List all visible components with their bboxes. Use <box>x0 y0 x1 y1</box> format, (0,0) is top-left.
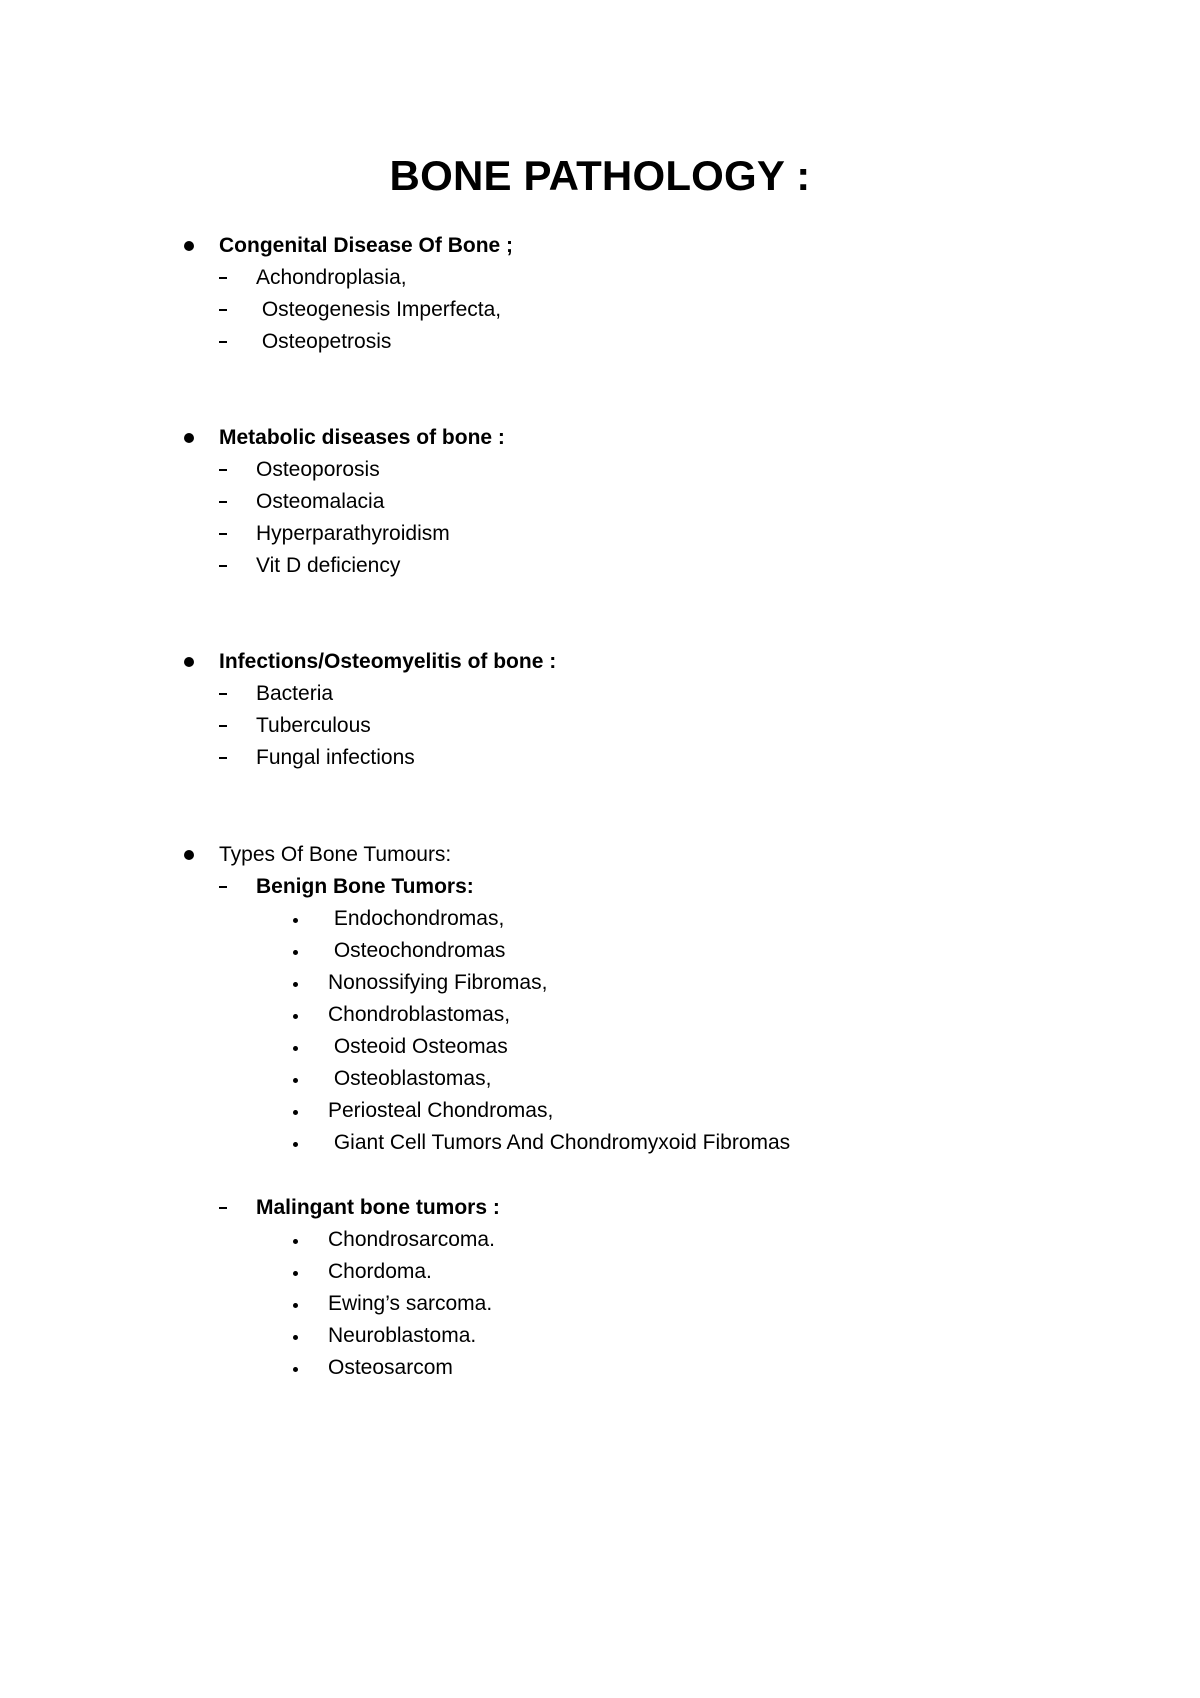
dash-icon <box>219 501 227 503</box>
dash-icon <box>219 277 227 279</box>
subgroup-heading-malignant: Malingant bone tumors : <box>256 1196 500 1219</box>
list-item: Chondroblastomas, <box>328 1003 511 1026</box>
dash-icon <box>219 725 227 727</box>
list-item: Osteoid Osteomas <box>328 1035 508 1058</box>
bullet-icon <box>184 850 194 860</box>
list-item: Nonossifying Fibromas, <box>328 971 548 994</box>
bullet-icon <box>293 1046 298 1051</box>
bullet-icon <box>293 1367 298 1372</box>
list-item: Tuberculous <box>256 714 371 737</box>
dash-icon <box>219 469 227 471</box>
dash-icon <box>219 693 227 695</box>
bullet-icon <box>184 657 194 667</box>
bullet-icon <box>293 1335 298 1340</box>
dash-icon <box>219 309 227 311</box>
page-title: BONE PATHOLOGY : <box>389 152 811 199</box>
list-item: Osteomalacia <box>256 490 385 513</box>
list-item: Osteoporosis <box>256 458 380 481</box>
list-item: Periosteal Chondromas, <box>328 1099 554 1122</box>
dash-icon <box>219 886 227 888</box>
list-item: Osteogenesis Imperfecta, <box>256 298 502 321</box>
list-item: Chordoma. <box>328 1260 432 1283</box>
dash-icon <box>219 1207 227 1209</box>
bullet-icon <box>293 1271 298 1276</box>
list-item: Bacteria <box>256 682 334 705</box>
list-item: Hyperparathyroidism <box>256 522 450 545</box>
list-item: Vit D deficiency <box>256 554 401 577</box>
bullet-icon <box>184 241 194 251</box>
list-item: Osteochondromas <box>328 939 506 962</box>
dash-icon <box>219 757 227 759</box>
list-item: Achondroplasia, <box>256 266 407 289</box>
section-heading-metabolic: Metabolic diseases of bone : <box>219 426 505 449</box>
bullet-icon <box>293 1142 298 1147</box>
dash-icon <box>219 565 227 567</box>
bullet-icon <box>293 1110 298 1115</box>
list-item: Giant Cell Tumors And Chondromyxoid Fibromas <box>328 1131 791 1154</box>
bullet-icon <box>293 982 298 987</box>
bullet-icon <box>293 950 298 955</box>
list-item: Osteoblastomas, <box>328 1067 492 1090</box>
list-item: Neuroblastoma. <box>328 1324 477 1347</box>
list-item: Endochondromas, <box>328 907 505 930</box>
section-heading-infections: Infections/Osteomyelitis of bone : <box>219 650 557 673</box>
list-item: Ewing’s sarcoma. <box>328 1292 493 1315</box>
bullet-icon <box>293 1239 298 1244</box>
bullet-icon <box>184 433 194 443</box>
section-heading-congenital: Congenital Disease Of Bone ; <box>219 234 514 257</box>
subgroup-heading-benign: Benign Bone Tumors: <box>256 875 474 898</box>
bullet-icon <box>293 918 298 923</box>
bullet-icon <box>293 1078 298 1083</box>
bullet-icon <box>293 1303 298 1308</box>
list-item: Osteosarcom <box>328 1356 453 1379</box>
list-item: Fungal infections <box>256 746 415 769</box>
dash-icon <box>219 533 227 535</box>
list-item: Osteopetrosis <box>256 330 392 353</box>
bullet-icon <box>293 1014 298 1019</box>
section-heading-tumours: Types Of Bone Tumours: <box>219 843 452 866</box>
list-item: Chondrosarcoma. <box>328 1228 495 1251</box>
dash-icon <box>219 341 227 343</box>
